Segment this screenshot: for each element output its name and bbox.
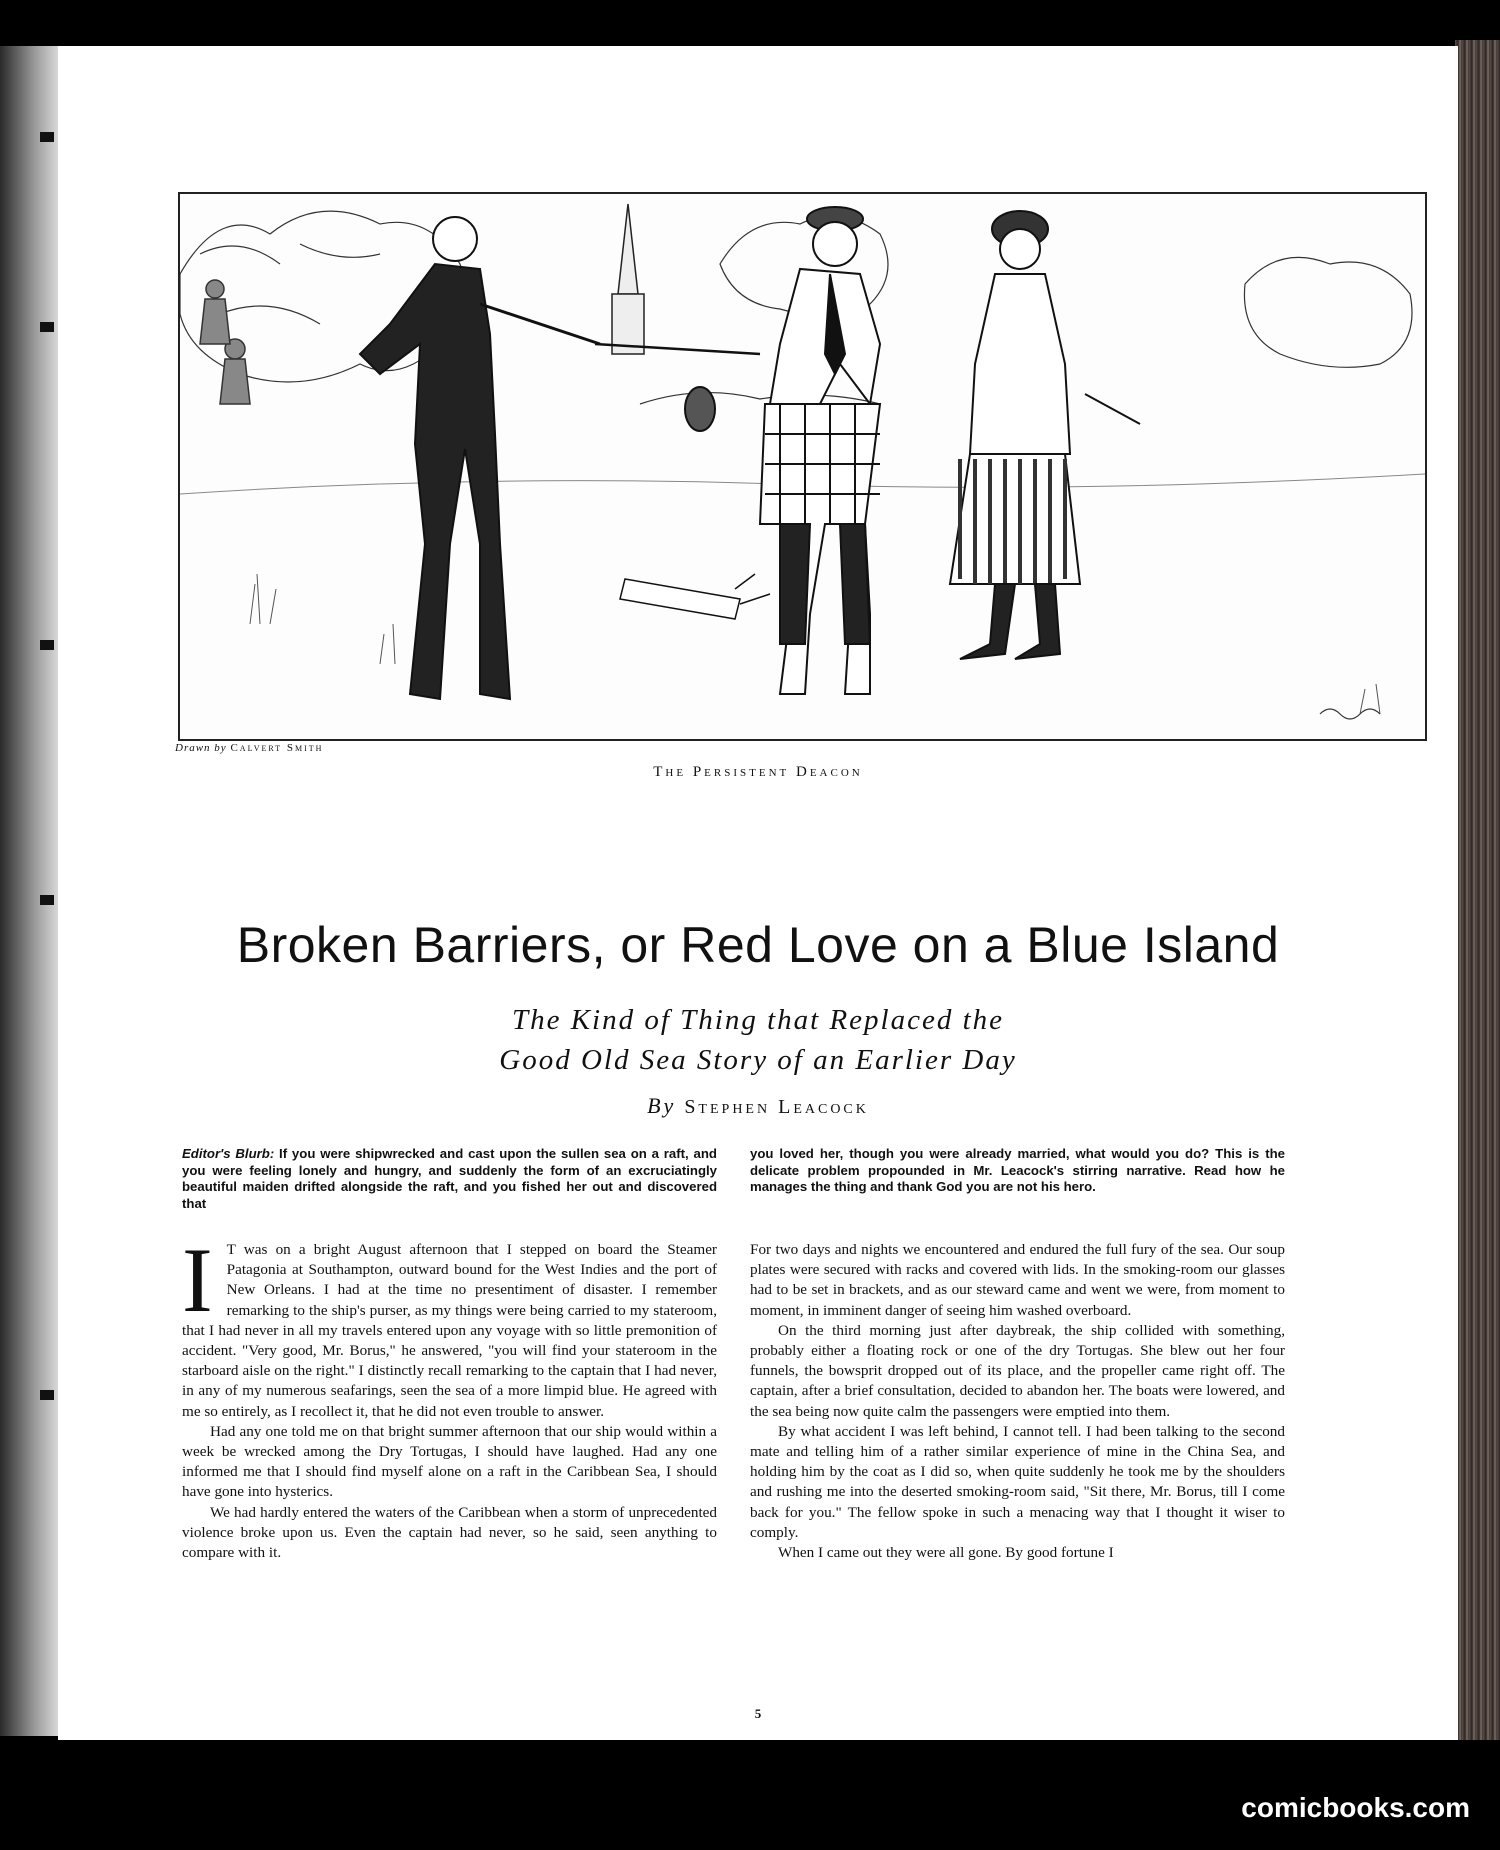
byline [58,1093,1458,1119]
gutter-mark [40,895,54,905]
page-edges [1455,40,1500,1740]
article-title: Broken Barriers, or Red Love on a Blue Island [236,917,1280,973]
article-subtitle [58,1000,1458,1080]
page-number: 5 [754,1706,762,1721]
body-paragraph: On the third morning just after daybreak, the ship collided with something, probably either a floating rock or one of the dry Tortugas. She blew out her four funnels, the bowsprit dropped out of its place, and the propeller came right off. The captain, after a brief consultation, decided to abandon her. The boats were lowered, and the sea being now quite calm the passengers were emptied into them. [750,1321,1285,1420]
editors-blurb-left [182,1146,717,1212]
subtitle-line: Good Old Sea Story of an Earlier Day [499,1044,1017,1076]
illustration-drawing [180,194,1425,739]
book-gutter [0,46,58,1736]
body-paragraph: By what accident I was left behind, I cannot tell. I had been talking to the second mate and telling him of a rather similar experience of mine in the China Sea, and holding him by the coat as I did so, when quite suddenly he took me by the shoulders and rushing me into the deserted smoking-room said, "Sit there, Mr. Borus, till I come back for you." The fellow spoke in such a menacing way that I thought it wiser to comply. [750,1422,1285,1541]
magazine-page [58,46,1458,1740]
gutter-mark [40,1390,54,1400]
editors-blurb-right: you loved her, though you were already married, what would you do? This is the delicate problem propounded in Mr. Leacock's stirring narrative. Read how he manages the thing and thank God you are not his hero. [750,1146,1285,1194]
body-column-right [750,1240,1285,1563]
drop-cap: I [182,1229,213,1331]
body-paragraph: T was on a bright August afternoon that I stepped on board the Steamer Patagonia at Southampton, outward bound for the West Indies and the port of New Orleans. I had at the time no presentiment of disaster. I remember remarking to the ship's purser, as my things were being carried to my stateroom, that I had never in all my travels entered upon any voyage with so little premonition of accident. "Very good, Mr. Borus," he answered, "you will find your stateroom in the starboard aisle on the right." I distinctly recall remarking to the captain that I had never, in any of my numerous seafarings, seen the sea of a more limpid blue. He agreed with me so entirely, as I recollect it, that he did not even trouble to answer. [182,1241,717,1420]
body-paragraph: We had hardly entered the waters of the Caribbean when a storm of unprecedented violence broke upon us. Even the captain had never, so he said, seen anything to compare with it. [182,1503,717,1562]
author-name: Stephen Leacock [684,1096,869,1118]
illustration-credit [175,742,323,754]
body-paragraph: Had any one told me on that bright summer afternoon that our ship would within a week be wrecked among the Dry Tortugas, I should have laughed. Had any one informed me that I should find myself alone on a raft in the Caribbean Sea, I should have gone into hysterics. [182,1422,717,1501]
body-column-left [182,1229,717,1563]
illustration-caption: The Persistent Deacon [653,764,863,780]
gutter-mark [40,322,54,332]
blurb-lead: Editor's Blurb: [182,1146,275,1161]
body-paragraph: When I came out they were all gone. By good fortune I [778,1544,1114,1562]
watermark: comicbooks.com [1241,1792,1470,1823]
credit-prefix: Drawn by [175,742,227,754]
gutter-mark [40,640,54,650]
illustration [178,192,1427,741]
subtitle-line: The Kind of Thing that Replaced the [511,1004,1005,1036]
byline-prefix: By [647,1093,677,1118]
blurb-text: If you were shipwrecked and cast upon the sullen sea on a raft, and you were feeling lonely and hungry, and suddenly the form of an excruciatingly beautiful maiden drifted alongside the raft, and you fished her out and discovered that [182,1146,717,1211]
credit-artist: Calvert Smith [230,742,324,754]
gutter-mark [40,132,54,142]
body-paragraph: For two days and nights we encountered and endured the full fury of the sea. Our soup plates were secured with racks and covered with lids. In the smoking-room our glasses had to be set in brackets, and as our steward came and went we were, from moment to moment, in imminent danger of seeing him washed overboard. [750,1241,1285,1319]
